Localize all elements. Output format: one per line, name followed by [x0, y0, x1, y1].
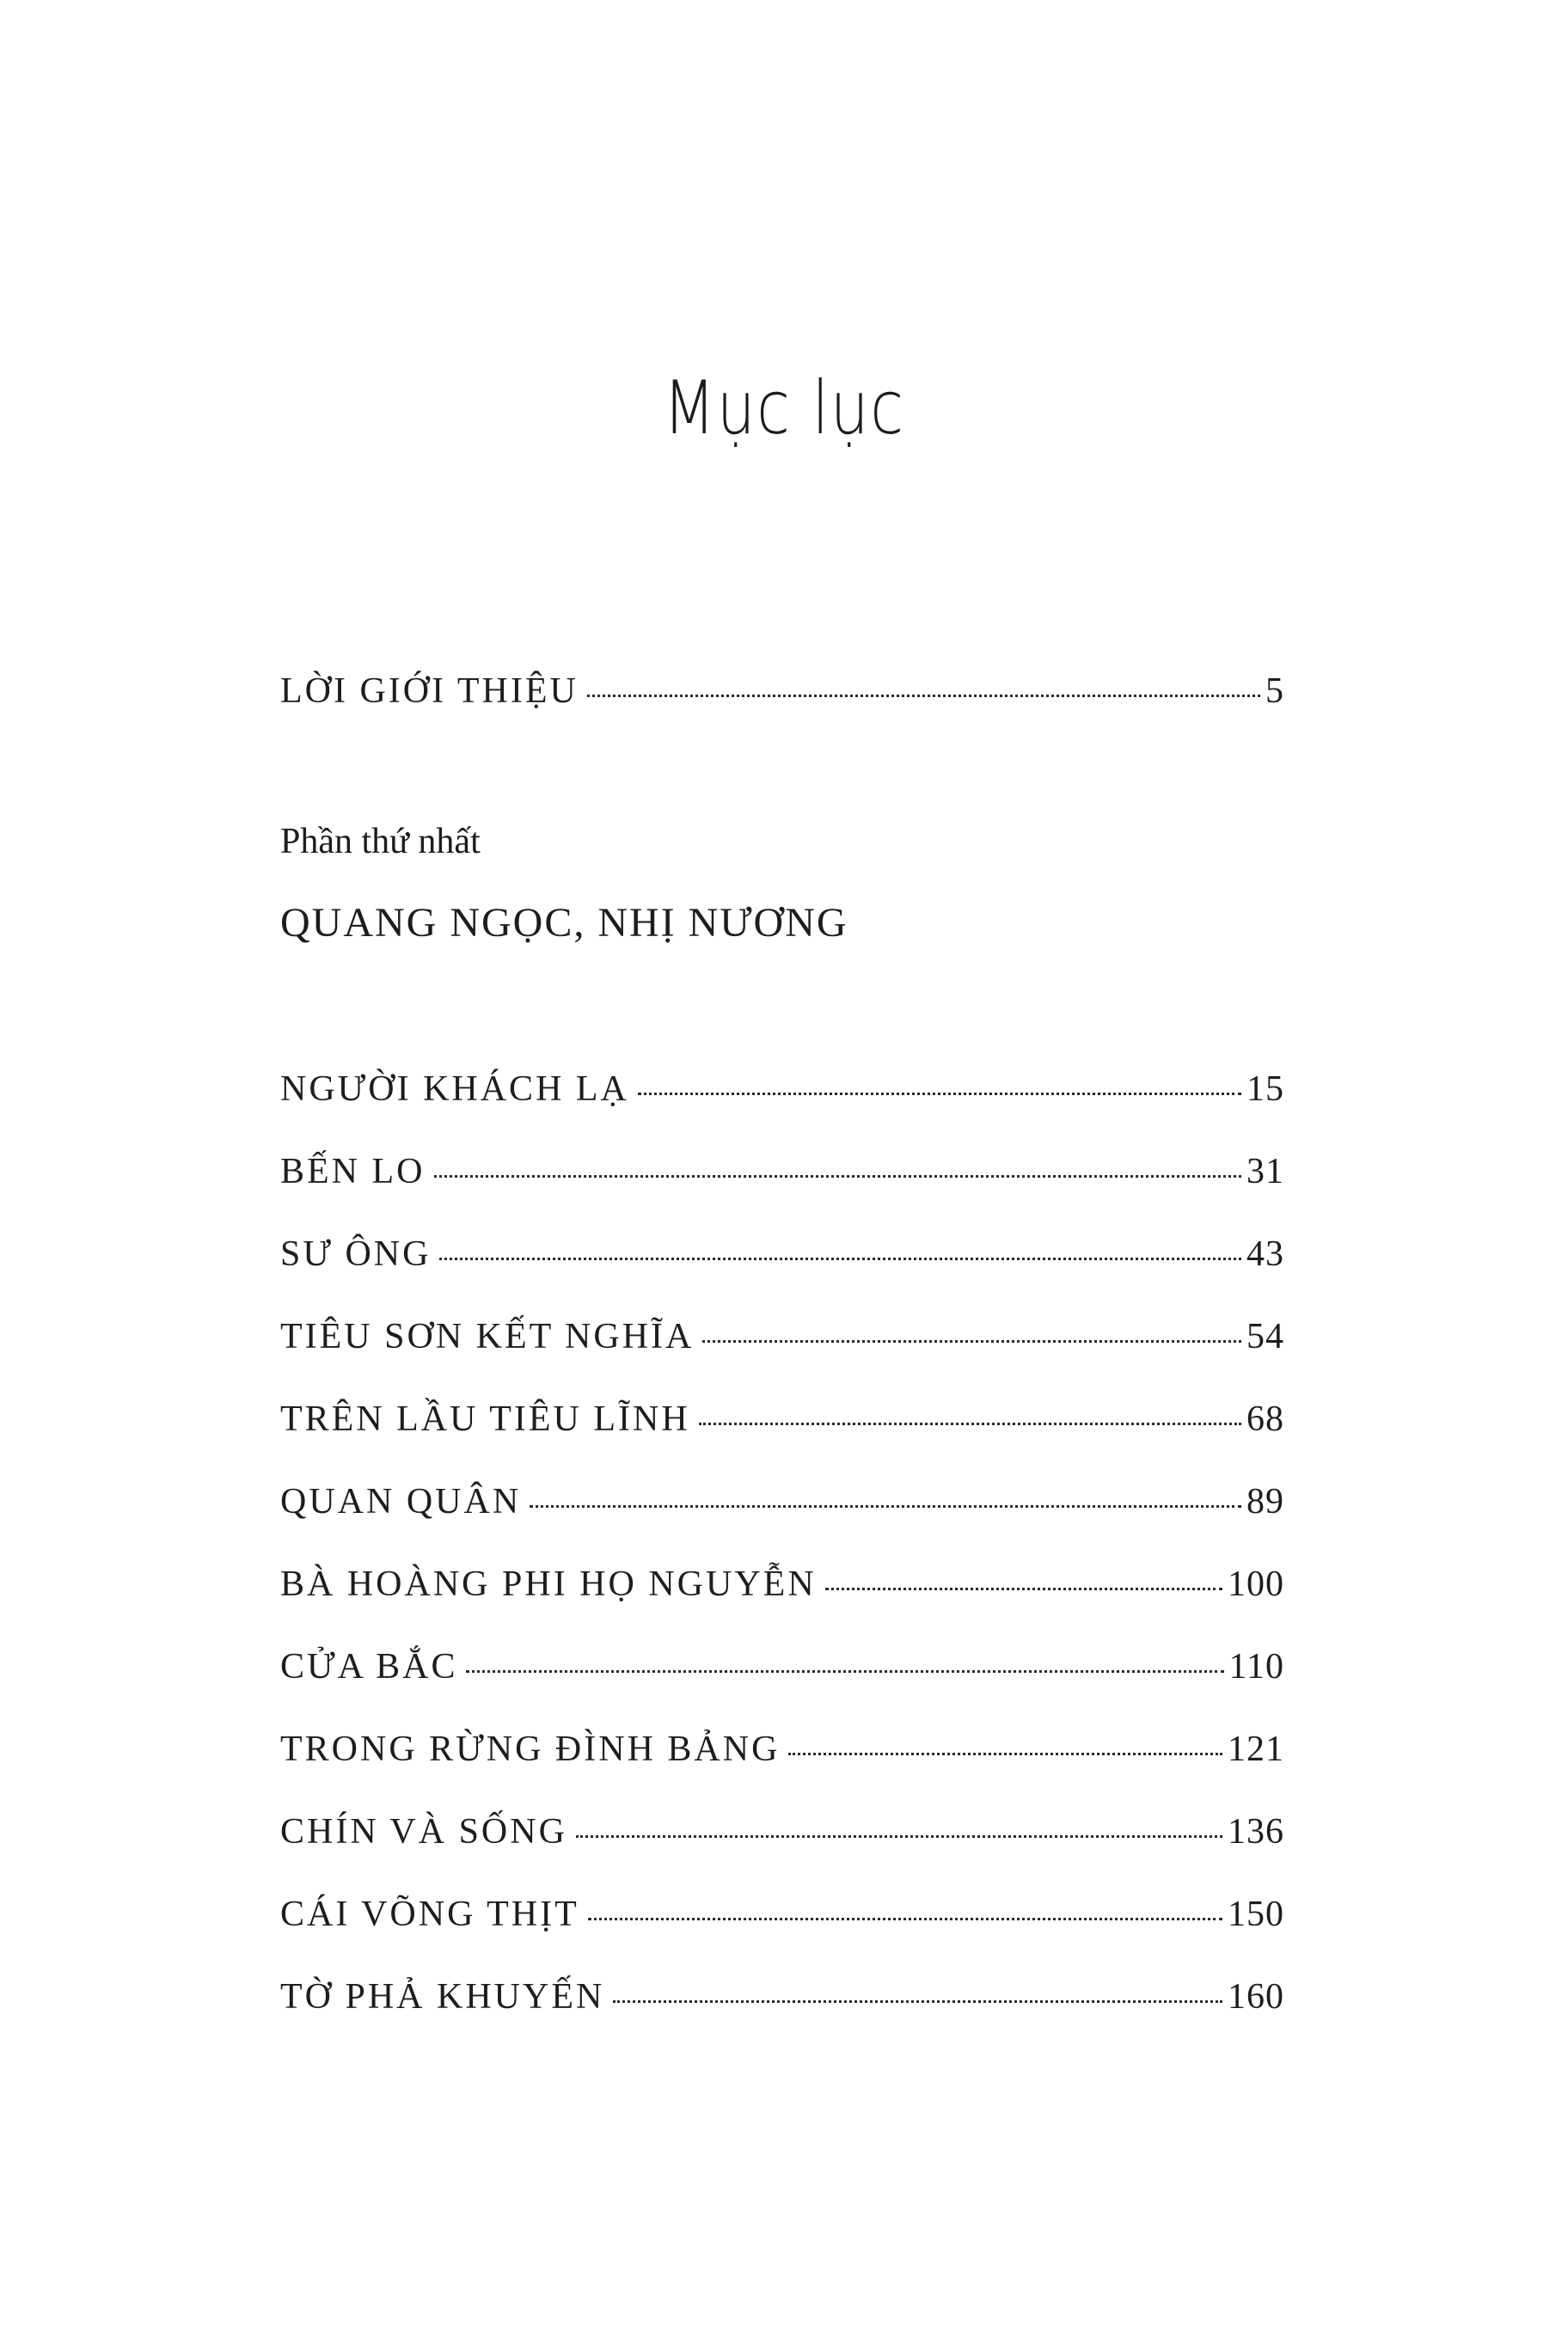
dot-leader: [576, 1834, 1222, 1838]
toc-entry-label: TỜ PHẢ KHUYẾN: [280, 1977, 605, 2017]
toc-entry: [280, 1729, 1284, 1773]
dot-leader: [588, 1917, 1222, 1920]
toc-entry: [280, 1481, 1284, 1526]
toc-entry-label: BÀ HOÀNG PHI HỌ NGUYỄN: [280, 1564, 817, 1604]
toc-entry-page: 89: [1246, 1482, 1284, 1521]
dot-leader: [466, 1669, 1223, 1673]
toc-entry: [280, 1316, 1284, 1361]
toc-entry-page: 68: [1246, 1399, 1284, 1439]
toc-entry: [280, 1151, 1284, 1196]
toc-entry-page: 150: [1228, 1895, 1284, 1934]
dot-leader: [587, 694, 1260, 697]
toc-entry-label: TRONG RỪNG ĐÌNH BẢNG: [280, 1730, 781, 1769]
toc-entry: [280, 1399, 1284, 1443]
toc-entry-label: BẾN LO: [280, 1152, 426, 1191]
page-title: Mục lục: [663, 365, 905, 451]
toc-entry: [280, 1068, 1284, 1113]
toc-entry-page: 160: [1228, 1977, 1284, 2017]
dot-leader: [434, 1174, 1242, 1178]
toc-entry-page: 110: [1228, 1647, 1284, 1687]
dot-leader: [638, 1092, 1241, 1095]
toc-entry-label: LỜI GIỚI THIỆU: [280, 671, 579, 711]
toc-entry: [280, 1811, 1284, 1856]
toc-entry-page: 121: [1228, 1730, 1284, 1769]
dot-leader: [702, 1339, 1241, 1343]
toc-entry: [280, 1564, 1284, 1608]
dot-leader: [530, 1504, 1241, 1508]
toc-entry-label: CÁI VÕNG THỊT: [280, 1895, 579, 1934]
toc-entry-page: 5: [1265, 671, 1284, 711]
toc-entry: [280, 1646, 1284, 1691]
dot-leader: [788, 1752, 1222, 1755]
toc-entry: [280, 1234, 1284, 1278]
dot-leader: [699, 1422, 1241, 1425]
toc-entry-label: TRÊN LẦU TIÊU LĨNH: [280, 1399, 690, 1439]
toc-entry-label: CỬA BẮC: [280, 1647, 458, 1687]
toc-entry-intro: [280, 670, 1284, 715]
part-title: QUANG NGỌC, NHỊ NƯƠNG: [280, 900, 848, 946]
toc-entry-page: 43: [1246, 1234, 1284, 1274]
toc-entry-page: 31: [1246, 1152, 1284, 1191]
part-label: Phần thứ nhất: [280, 822, 481, 861]
toc-entry-page: 136: [1228, 1812, 1284, 1852]
toc-entry: [280, 1976, 1284, 2021]
toc-entry-label: CHÍN VÀ SỐNG: [280, 1812, 567, 1852]
toc-entry-label: TIÊU SƠN KẾT NGHĨA: [280, 1317, 695, 1356]
dot-leader: [613, 1999, 1222, 2003]
toc-entry-label: QUAN QUÂN: [280, 1482, 522, 1521]
toc-entry-page: 15: [1246, 1069, 1284, 1109]
toc-entry: [280, 1894, 1284, 1938]
dot-leader: [439, 1257, 1241, 1260]
toc-entry-page: 54: [1246, 1317, 1284, 1356]
toc-entry-label: NGƯỜI KHÁCH LẠ: [280, 1069, 629, 1109]
toc-entry-label: SƯ ÔNG: [280, 1234, 432, 1274]
dot-leader: [825, 1587, 1222, 1590]
toc-entry-page: 100: [1228, 1564, 1284, 1604]
